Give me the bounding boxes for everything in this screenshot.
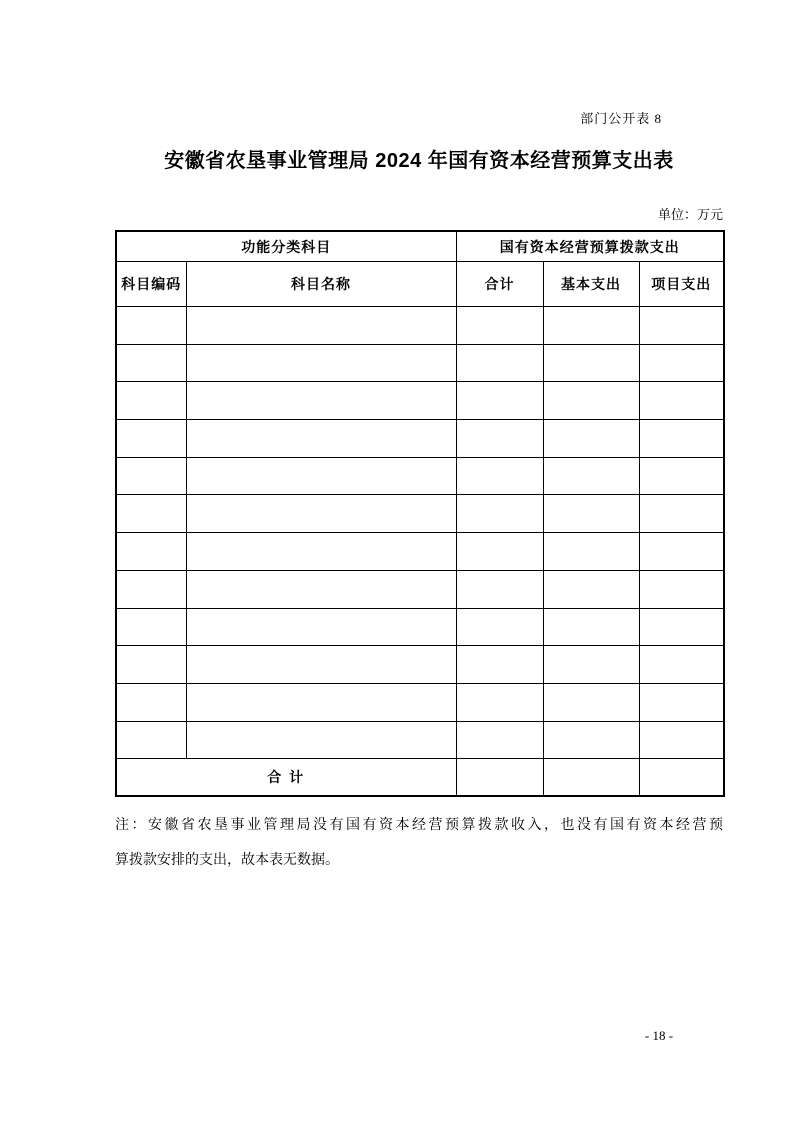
group-header-state-capital-appropriation: 国有资本经营预算拨款支出: [456, 231, 724, 262]
empty-cell: [456, 307, 543, 345]
table-row: [116, 420, 724, 458]
empty-cell: [116, 608, 186, 646]
page-title: 安徽省农垦事业管理局 2024 年国有资本经营预算支出表: [164, 150, 674, 172]
empty-cell: [456, 495, 543, 533]
empty-cell: [639, 307, 724, 345]
table-row: [116, 533, 724, 571]
empty-cell: [456, 382, 543, 420]
empty-cell: [116, 382, 186, 420]
empty-cell: [116, 683, 186, 721]
empty-cell: [186, 382, 456, 420]
empty-cell: [639, 533, 724, 571]
empty-cell: [186, 420, 456, 458]
empty-cell: [639, 608, 724, 646]
empty-cell: [639, 570, 724, 608]
empty-cell: [639, 646, 724, 684]
empty-cell: [186, 457, 456, 495]
empty-cell: [456, 646, 543, 684]
col-header-total: 合计: [456, 262, 543, 307]
empty-cell: [543, 570, 639, 608]
footnote: [115, 808, 723, 878]
empty-cell: [186, 495, 456, 533]
empty-cell: [543, 533, 639, 571]
table-row: [116, 457, 724, 495]
empty-cell: [639, 683, 724, 721]
empty-cell: [186, 533, 456, 571]
empty-cell: [116, 570, 186, 608]
table-column-header-row: [116, 262, 724, 307]
table-group-header-row: [116, 231, 724, 262]
empty-cell: [543, 646, 639, 684]
empty-cell: [543, 608, 639, 646]
table-row: [116, 570, 724, 608]
empty-cell: [186, 608, 456, 646]
empty-cell: [456, 457, 543, 495]
table-row: [116, 495, 724, 533]
total-value-basic: [543, 759, 639, 797]
empty-cell: [639, 382, 724, 420]
empty-cell: [116, 646, 186, 684]
footnote-line-2: 算拨款安排的支出，故本表无数据。: [115, 853, 339, 868]
empty-cell: [639, 420, 724, 458]
unit-label: 单位：万元: [657, 207, 723, 222]
total-value-total: [456, 759, 543, 797]
empty-cell: [543, 382, 639, 420]
table-row: [116, 646, 724, 684]
empty-cell: [186, 683, 456, 721]
table-row: [116, 683, 724, 721]
empty-cell: [186, 570, 456, 608]
empty-cell: [116, 457, 186, 495]
empty-cell: [543, 344, 639, 382]
empty-cell: [456, 344, 543, 382]
empty-cell: [456, 420, 543, 458]
empty-cell: [116, 307, 186, 345]
empty-cell: [639, 495, 724, 533]
col-header-basic-expenditure: 基本支出: [543, 262, 639, 307]
empty-cell: [116, 533, 186, 571]
budget-expenditure-table: [115, 230, 725, 797]
empty-cell: [116, 721, 186, 759]
empty-cell: [456, 570, 543, 608]
total-row: [116, 759, 724, 797]
footnote-line-1: 注：安徽省农垦事业管理局没有国有资本经营预算拨款收入，也没有国有资本经营预: [115, 818, 723, 833]
empty-cell: [186, 307, 456, 345]
total-value-project: [639, 759, 724, 797]
empty-cell: [456, 683, 543, 721]
empty-cell: [543, 495, 639, 533]
page-number: - 18 -: [644, 1028, 674, 1043]
empty-cell: [543, 420, 639, 458]
empty-cell: [639, 457, 724, 495]
empty-cell: [186, 344, 456, 382]
empty-cell: [116, 495, 186, 533]
col-header-subject-code: 科目编码: [116, 262, 186, 307]
empty-cell: [116, 344, 186, 382]
table-body: [116, 307, 724, 759]
empty-cell: [543, 683, 639, 721]
empty-cell: [543, 307, 639, 345]
empty-cell: [116, 420, 186, 458]
corner-table-label: 部门公开表 8: [580, 111, 662, 126]
empty-cell: [639, 344, 724, 382]
table-row: [116, 608, 724, 646]
group-header-functional-classification: 功能分类科目: [116, 231, 456, 262]
empty-cell: [639, 721, 724, 759]
empty-cell: [186, 646, 456, 684]
table-row: [116, 307, 724, 345]
table-row: [116, 382, 724, 420]
total-row-label: 合 计: [116, 759, 456, 797]
empty-cell: [456, 721, 543, 759]
empty-cell: [543, 457, 639, 495]
empty-cell: [456, 533, 543, 571]
empty-cell: [186, 721, 456, 759]
table-row: [116, 721, 724, 759]
col-header-subject-name: 科目名称: [186, 262, 456, 307]
table-row: [116, 344, 724, 382]
table-footer: [116, 759, 724, 797]
empty-cell: [543, 721, 639, 759]
empty-cell: [456, 608, 543, 646]
col-header-project-expenditure: 项目支出: [639, 262, 724, 307]
